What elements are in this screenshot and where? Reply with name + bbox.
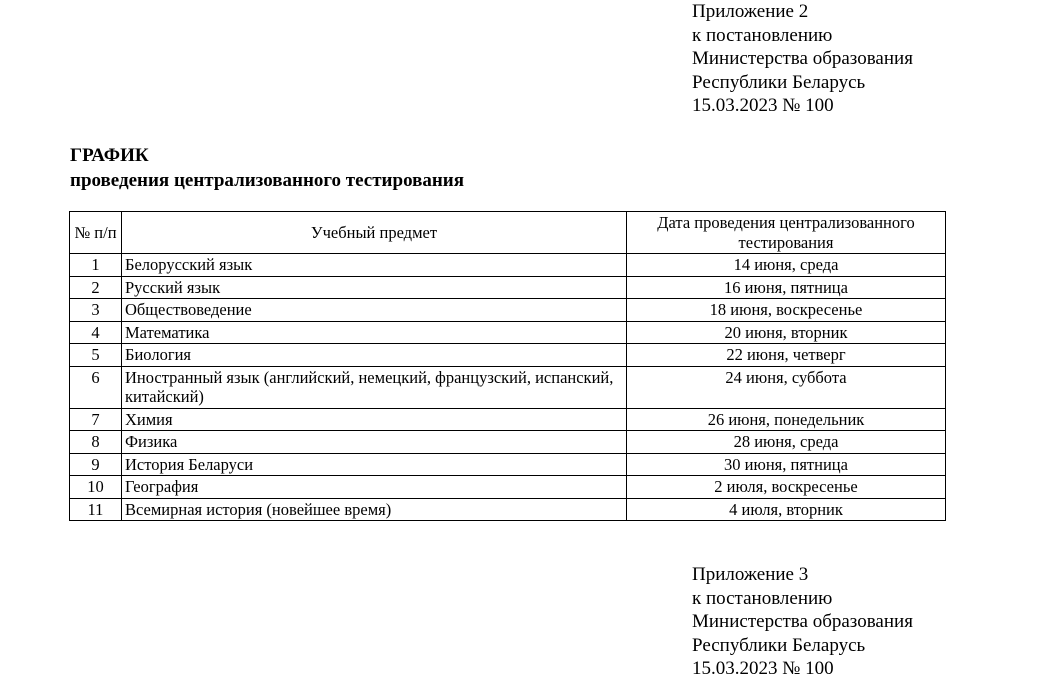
row-subject: Русский язык bbox=[122, 276, 627, 299]
row-date: 2 июля, воскресенье bbox=[627, 476, 946, 499]
appendix-line: к постановлению bbox=[692, 587, 833, 609]
header-date: Дата проведения централизованного тестирования bbox=[627, 212, 946, 254]
header-subject: Учебный предмет bbox=[122, 212, 627, 254]
row-date: 22 июня, четверг bbox=[627, 344, 946, 367]
row-subject: Всемирная история (новейшее время) bbox=[122, 498, 627, 521]
row-subject: Биология bbox=[122, 344, 627, 367]
table-row bbox=[70, 344, 946, 367]
row-subject: Иностранный язык (английский, немецкий, французский, испанский, китайский) bbox=[122, 366, 627, 408]
row-number: 6 bbox=[70, 366, 122, 408]
appendix-line: к постановлению bbox=[692, 24, 833, 46]
row-subject: История Беларуси bbox=[122, 453, 627, 476]
header-number: № п/п bbox=[70, 212, 122, 254]
appendix-line: 15.03.2023 № 100 bbox=[692, 95, 834, 116]
row-subject: Математика bbox=[122, 321, 627, 344]
table-row bbox=[70, 476, 946, 499]
row-subject: Обществоведение bbox=[122, 299, 627, 322]
row-number: 11 bbox=[70, 498, 122, 521]
row-number: 5 bbox=[70, 344, 122, 367]
appendix-line: Министерства образования bbox=[692, 48, 913, 69]
row-number: 4 bbox=[70, 321, 122, 344]
row-subject: Физика bbox=[122, 431, 627, 454]
row-date: 14 июня, среда bbox=[627, 254, 946, 277]
row-number: 8 bbox=[70, 431, 122, 454]
row-date: 18 июня, воскресенье bbox=[627, 299, 946, 322]
row-date: 24 июня, суббота bbox=[627, 366, 946, 408]
row-date: 28 июня, среда bbox=[627, 431, 946, 454]
row-number: 1 bbox=[70, 254, 122, 277]
appendix-line: Приложение 3 bbox=[692, 564, 809, 585]
appendix-line: Республики Беларусь bbox=[692, 634, 866, 656]
row-subject: Белорусский язык bbox=[122, 254, 627, 277]
table-row bbox=[70, 453, 946, 476]
row-number: 2 bbox=[70, 276, 122, 299]
row-date: 4 июля, вторник bbox=[627, 498, 946, 521]
row-subject: Химия bbox=[122, 408, 627, 431]
appendix-line: Министерства образования bbox=[692, 611, 913, 632]
table-row bbox=[70, 431, 946, 454]
table-row bbox=[70, 299, 946, 322]
row-date: 20 июня, вторник bbox=[627, 321, 946, 344]
appendix-line: Приложение 2 bbox=[692, 1, 809, 22]
row-date: 26 июня, понедельник bbox=[627, 408, 946, 431]
row-date: 16 июня, пятница bbox=[627, 276, 946, 299]
table-row bbox=[70, 276, 946, 299]
table-row bbox=[70, 498, 946, 521]
appendix-2-header bbox=[692, 0, 1022, 118]
appendix-line: 15.03.2023 № 100 bbox=[692, 658, 834, 679]
title-line-2: проведения централизованного тестирования bbox=[70, 170, 465, 191]
appendix-line: Республики Беларусь bbox=[692, 71, 866, 93]
document-title bbox=[70, 143, 464, 193]
row-number: 7 bbox=[70, 408, 122, 431]
row-number: 3 bbox=[70, 299, 122, 322]
table-row bbox=[70, 254, 946, 277]
table-row bbox=[70, 321, 946, 344]
table-row bbox=[70, 408, 946, 431]
table-row bbox=[70, 366, 946, 408]
testing-schedule-table bbox=[69, 211, 946, 521]
row-subject: География bbox=[122, 476, 627, 499]
row-number: 10 bbox=[70, 476, 122, 499]
appendix-3-header bbox=[692, 563, 1022, 681]
row-number: 9 bbox=[70, 453, 122, 476]
title-line-1: ГРАФИК bbox=[70, 145, 149, 166]
table-header-row bbox=[70, 212, 946, 254]
row-date: 30 июня, пятница bbox=[627, 453, 946, 476]
